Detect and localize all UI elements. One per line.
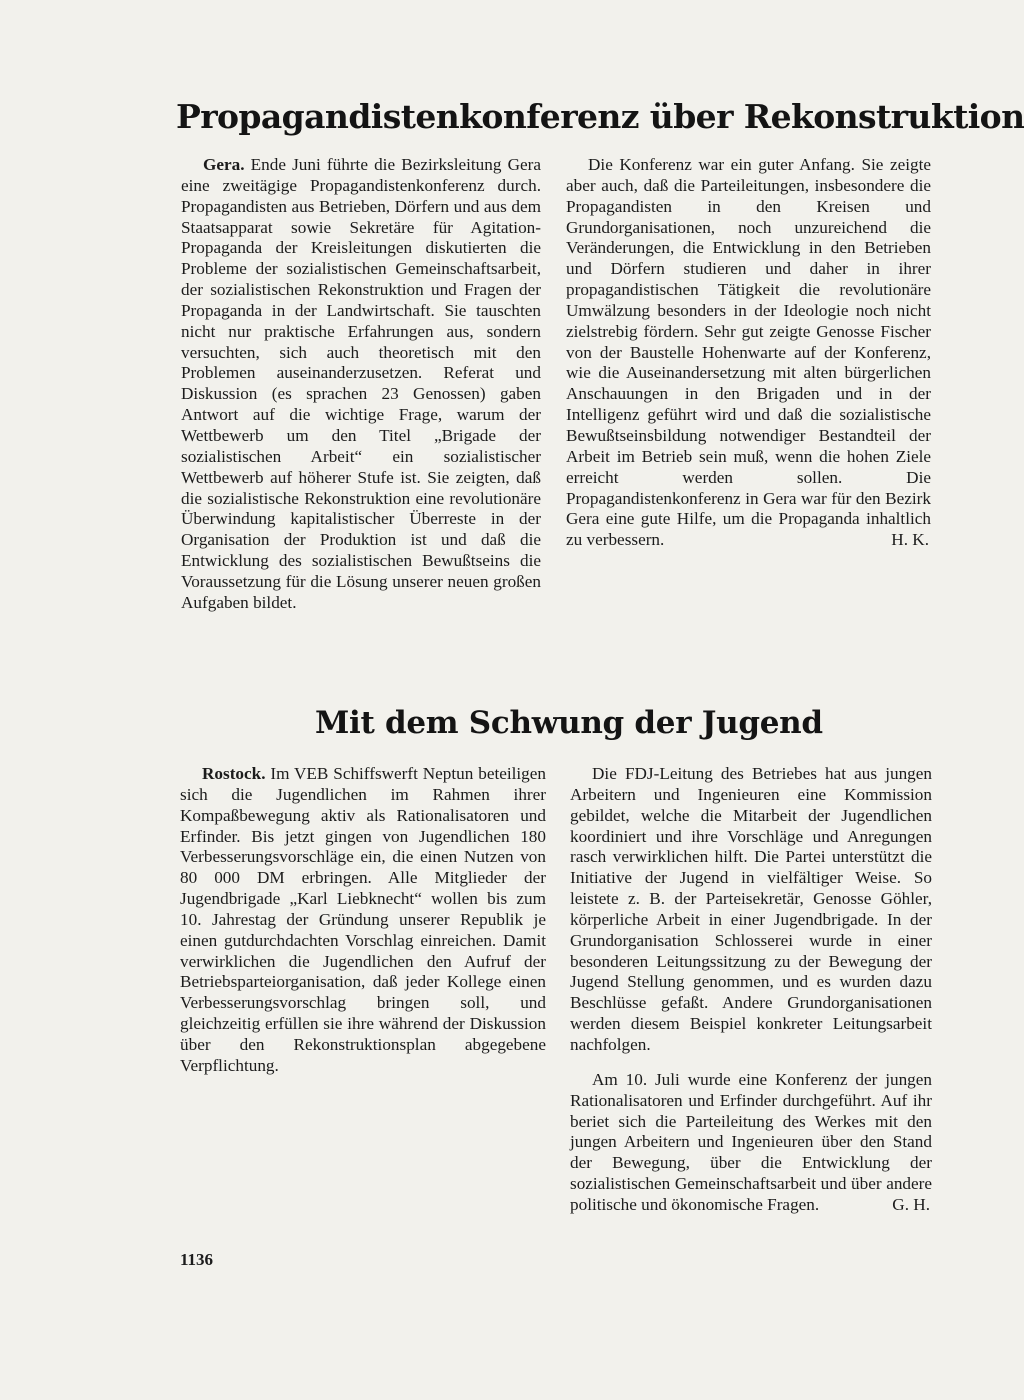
page-number: 1136 bbox=[180, 1250, 214, 1269]
article1-headline: Propagandistenkonferenz über Rekonstruktion bbox=[176, 97, 1024, 136]
article1-p2-text: Die Konferenz war ein guter Anfang. Sie zeigte aber auch, daß die Parteileitungen, insbesondere die Propagandisten in den Kreisen und Grundorganisationen, noch unzureichend die Veränderungen, die Entwicklung in den Betrieben und Dörfern studieren und daher in ihrer propagandistischen Tätigkeit die revolutionäre Umwälzung besonders in der Ideologie noch nicht zielstrebig fördern. Sehr gut zeigte Genosse Fischer von der Baustelle Hohenwarte auf der Konferenz, wie die Auseinandersetzung mit alten bürgerlichen Anschauungen in den Brigaden und in der Intelligenz geführt wird und daß die sozialistische Bewußtseinsbildung notwendiger Bestandteil der Arbeit im Betrieb sein muß, wenn die hohen Ziele erreicht werden sollen. Die Propagandistenkonferenz in Gera war für den Bezirk Gera eine gute Hilfe, um die Propaganda inhaltlich zu verbessern. bbox=[566, 155, 931, 550]
article2-dateline: Rostock. bbox=[202, 764, 266, 783]
article1-p1-text: Ende Juni führte die Bezirksleitung Gera eine zweitägige Propagandistenkonferenz durch. Propagandisten aus Betrieben, Dörfern und aus dem Staatsapparat sowie Sekretäre für Agitation-Propaganda der Kreisleitungen diskutierten die Probleme der sozialistischen Gemeinschaftsarbeit, der sozialistischen Rekonstruktion und Fragen der Propaganda in der Landwirtschaft. Sie tauschten nicht nur praktische Erfahrungen aus, sondern versuchten, sich auch theoretisch mit den Problemen auseinanderzusetzen. Referat und Diskussion (es sprachen 23 Genossen) gaben Antwort auf die wichtige Frage, warum der Wettbewerb um den Titel „Brigade der sozialistischen Arbeit“ ein sozialistischer Wettbewerb auf höherer Stufe ist. Sie zeigten, daß die sozialistische Rekonstruktion eine revolutionäre Überwindung kapitalistischer Überreste in der Organisation der Produktion ist und daß die Entwicklung des sozialistischen Bewußtseins die Voraussetzung für die Lösung unserer neuen großen Aufgaben bildet. bbox=[181, 155, 541, 612]
article2-paragraph-3 bbox=[570, 1070, 932, 1216]
article2-signature: G. H. bbox=[892, 1194, 930, 1214]
article1-paragraph-1 bbox=[181, 155, 541, 614]
article2-p3-text: Am 10. Juli wurde eine Konferenz der jungen Rationalisatoren und Erfinder durchgeführt. Auf ihr beriet sich die Parteileitung des Werkes mit den jungen Arbeitern und Ingenieuren über den Stand der Bewegung, über die Entwicklung der sozialistischen Gemeinschaftsarbeit und über andere politische und ökonomische Fragen. bbox=[570, 1069, 932, 1214]
article1-paragraph-2 bbox=[566, 155, 931, 551]
article1-signature: H. K. bbox=[891, 530, 929, 550]
article2-paragraph-2 bbox=[570, 764, 932, 1056]
article2-right-column bbox=[570, 764, 932, 1216]
article2-paragraph-1 bbox=[180, 764, 546, 1077]
article1-right-column bbox=[566, 155, 931, 551]
article2-left-column bbox=[180, 764, 546, 1077]
article1-left-column bbox=[181, 155, 541, 614]
article2-p2-text: Die FDJ-Leitung des Betriebes hat aus jungen Arbeitern und Ingenieuren eine Kommission gebildet, welche die Mitarbeit der Jugendlichen koordiniert und ihre Vorschläge und Anregungen rasch verwirklichen hilft. Die Partei unterstützt die Initiative der Jugend in vielfältiger Weise. So leistete z. B. der Parteisekretär, Genosse Göhler, körperliche Arbeit in einer Jugendbrigade. In der Grundorganisation Schlosserei wurde in einer besonderen Leitungssitzung zu der Bewegung der Jugend Stellung genommen, und es wurden dazu Beschlüsse gefaßt. Andere Grundorganisationen werden diesem Beispiel konkreter Leitungsarbeit nachfolgen. bbox=[570, 764, 932, 1054]
article2-p1-text: Im VEB Schiffswerft Neptun beteiligen sich die Jugendlichen im Rahmen ihrer Kompaßbewegung aktiv als Rationalisatoren und Erfinder. Bis jetzt gingen von Jugendlichen 180 Verbesserungsvorschläge ein, die einen Nutzen von 80 000 DM erbringen. Alle Mitglieder der Jugendbrigade „Karl Liebknecht“ wollen bis zum 10. Jahrestag der Gründung unserer Republik je einen gutdurchdachten Vorschlag einreichen. Damit verwirklichen die Jugendlichen den Aufruf der Betriebsparteiorganisation, daß jeder Kollege einen Verbesserungsvorschlag bringen soll, und gleichzeitig erfüllen sie ihre während der Diskussion über den Rekonstruktionsplan abgegebene Verpflichtung. bbox=[180, 764, 546, 1075]
article2-headline: Mit dem Schwung der Jugend bbox=[315, 705, 823, 741]
article1-dateline: Gera. bbox=[203, 155, 245, 174]
